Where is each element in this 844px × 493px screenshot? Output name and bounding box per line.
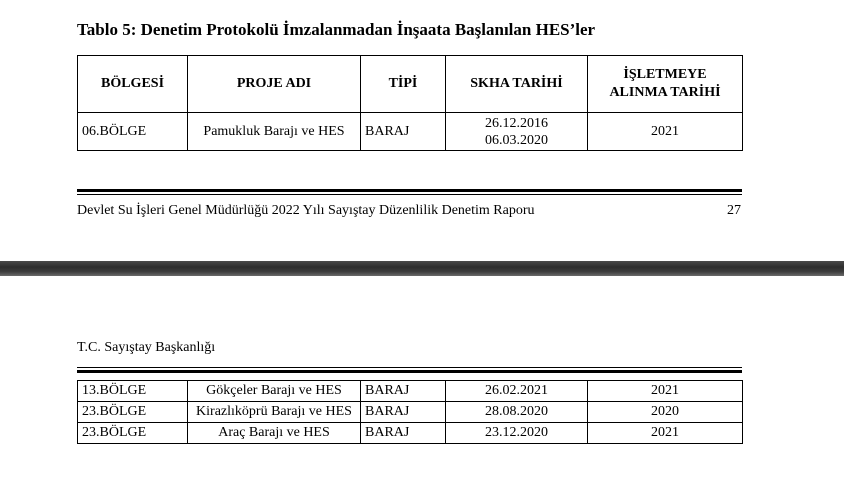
cell-proje: Kirazlıköprü Barajı ve HES	[188, 402, 361, 423]
page-separator	[0, 261, 844, 276]
col-header-isletme-line1: İŞLETMEYE	[623, 67, 707, 82]
cell-tip: BARAJ	[361, 423, 446, 444]
table-row	[78, 423, 743, 444]
cell-skha-date2: 06.03.2020	[485, 132, 548, 148]
footer-rule-thick	[77, 189, 742, 192]
cell-tip: BARAJ	[361, 381, 446, 402]
table-row	[78, 402, 743, 423]
cell-proje: Araç Barajı ve HES	[188, 423, 361, 444]
cell-skha	[446, 113, 588, 151]
cell-proje: Pamukluk Barajı ve HES	[188, 113, 361, 151]
hes-table-page1	[77, 55, 743, 151]
footer-rule-thin	[77, 194, 742, 195]
cell-skha: 28.08.2020	[446, 402, 588, 423]
col-header-isletme-line2: ALINMA TARİHİ	[609, 85, 721, 100]
table-row	[78, 113, 743, 151]
cell-bolge: 23.BÖLGE	[78, 423, 188, 444]
cell-skha-date1: 26.12.2016	[485, 115, 548, 131]
cell-tip: BARAJ	[361, 113, 446, 151]
header-rule-thick	[77, 370, 742, 373]
cell-isletme: 2021	[588, 381, 743, 402]
col-header-proje: PROJE ADI	[188, 56, 361, 113]
cell-bolge: 13.BÖLGE	[78, 381, 188, 402]
cell-bolge: 06.BÖLGE	[78, 113, 188, 151]
table-row	[78, 381, 743, 402]
cell-tip: BARAJ	[361, 402, 446, 423]
cell-isletme: 2021	[588, 113, 743, 151]
hes-table-page2	[77, 380, 743, 444]
cell-bolge: 23.BÖLGE	[78, 402, 188, 423]
table-caption: Tablo 5: Denetim Protokolü İmzalanmadan İnşaata Başlanılan HES’ler	[77, 20, 596, 39]
cell-proje: Gökçeler Barajı ve HES	[188, 381, 361, 402]
header-rule-thin	[77, 367, 742, 368]
page-header-institution: T.C. Sayıştay Başkanlığı	[77, 340, 216, 355]
cell-skha: 26.02.2021	[446, 381, 588, 402]
col-header-bolge: BÖLGESİ	[78, 56, 188, 113]
page-number: 27	[727, 203, 741, 218]
footer-report-title: Devlet Su İşleri Genel Müdürlüğü 2022 Yılı Sayıştay Düzenlilik Denetim Raporu	[77, 203, 535, 218]
col-header-tip: TİPİ	[361, 56, 446, 113]
cell-isletme: 2020	[588, 402, 743, 423]
cell-skha: 23.12.2020	[446, 423, 588, 444]
col-header-isletme	[588, 56, 743, 113]
col-header-skha: SKHA TARİHİ	[446, 56, 588, 113]
table-header-row	[78, 56, 743, 113]
cell-isletme: 2021	[588, 423, 743, 444]
